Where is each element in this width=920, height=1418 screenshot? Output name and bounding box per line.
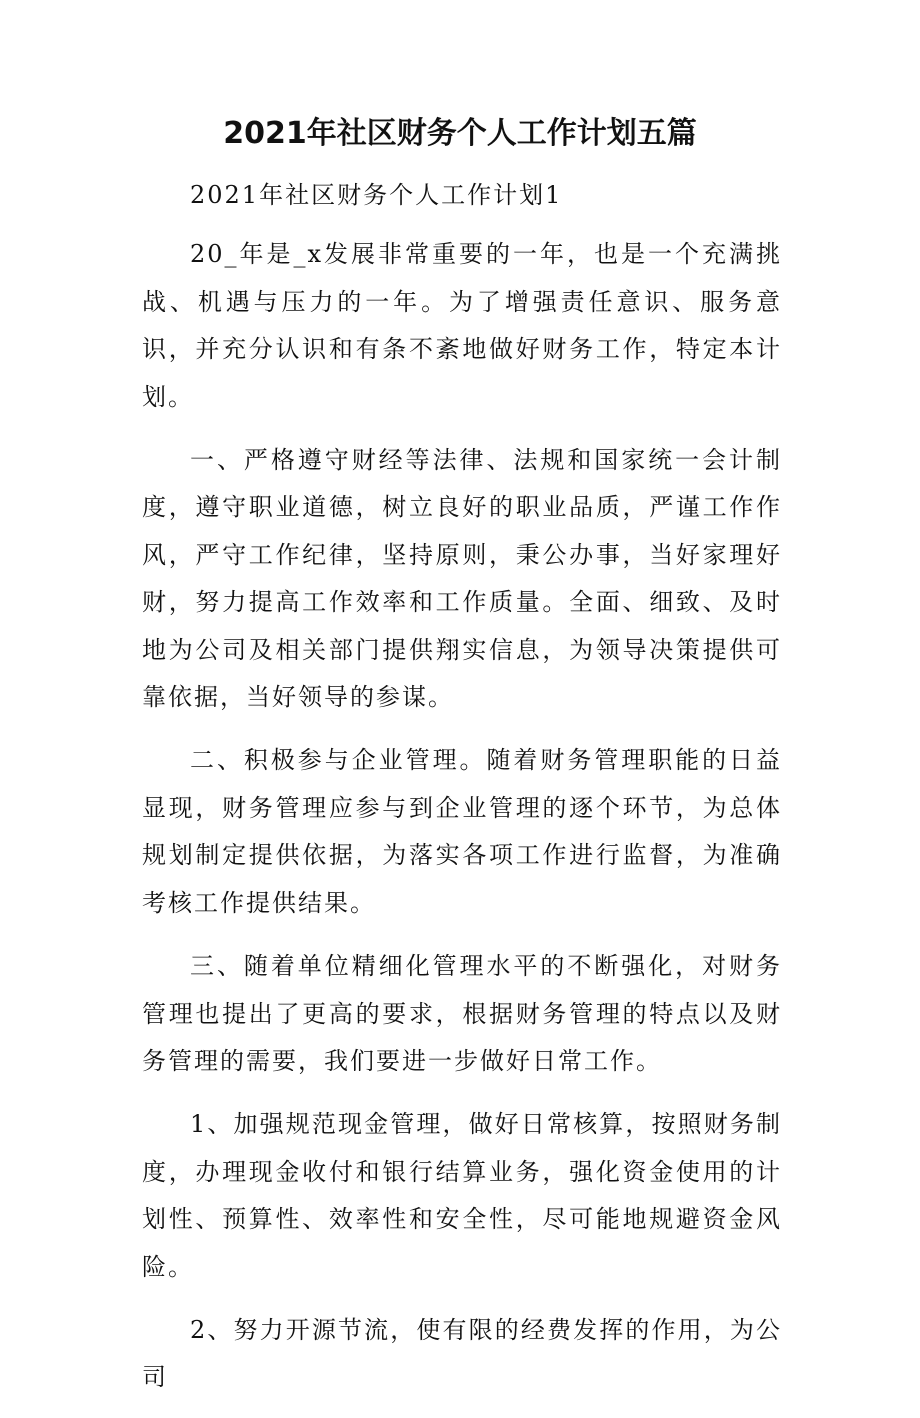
paragraph-item-2: 二、积极参与企业管理。随着财务管理职能的日益显现，财务管理应参与到企业管理的逐个环节，为总体规划制定提供依据，为落实各项工作进行监督，为准确考核工作提供结果。 [142, 746, 782, 917]
paragraph-item-1: 一、严格遵守财经等法律、法规和国家统一会计制度，遵守职业道德，树立良好的职业品质，严谨工作作风，严守工作纪律，坚持原则，秉公办事，当好家理好财，努力提高工作效率和工作质量。全面、细致、及时地为公司及相关部门提供翔实信息，为领导决策提供可靠依据，当好领导的参谋。 [142, 446, 782, 712]
section-heading: 2021年社区财务个人工作计划1 [190, 181, 563, 209]
paragraph-item-3: 三、随着单位精细化管理水平的不断强化，对财务管理也提出了更高的要求，根据财务管理的特点以及财务管理的需要，我们要进一步做好日常工作。 [142, 952, 782, 1075]
paragraph-intro: 20_年是_x发展非常重要的一年，也是一个充满挑战、机遇与压力的一年。为了增强责任意识、服务意识，并充分认识和有条不紊地做好财务工作，特定本计划。 [142, 240, 782, 411]
document-body [142, 172, 782, 1418]
document-title: 2021年社区财务个人工作计划五篇 [223, 116, 697, 151]
paragraph-subitem-2: 2、努力开源节流，使有限的经费发挥的作用，为公司 [142, 1315, 782, 1392]
paragraph-subitem-1: 1、加强规范现金管理，做好日常核算，按照财务制度，办理现金收付和银行结算业务，强化资金使用的计划性、预算性、效率性和安全性，尽可能地规避资金风险。 [142, 1110, 782, 1281]
